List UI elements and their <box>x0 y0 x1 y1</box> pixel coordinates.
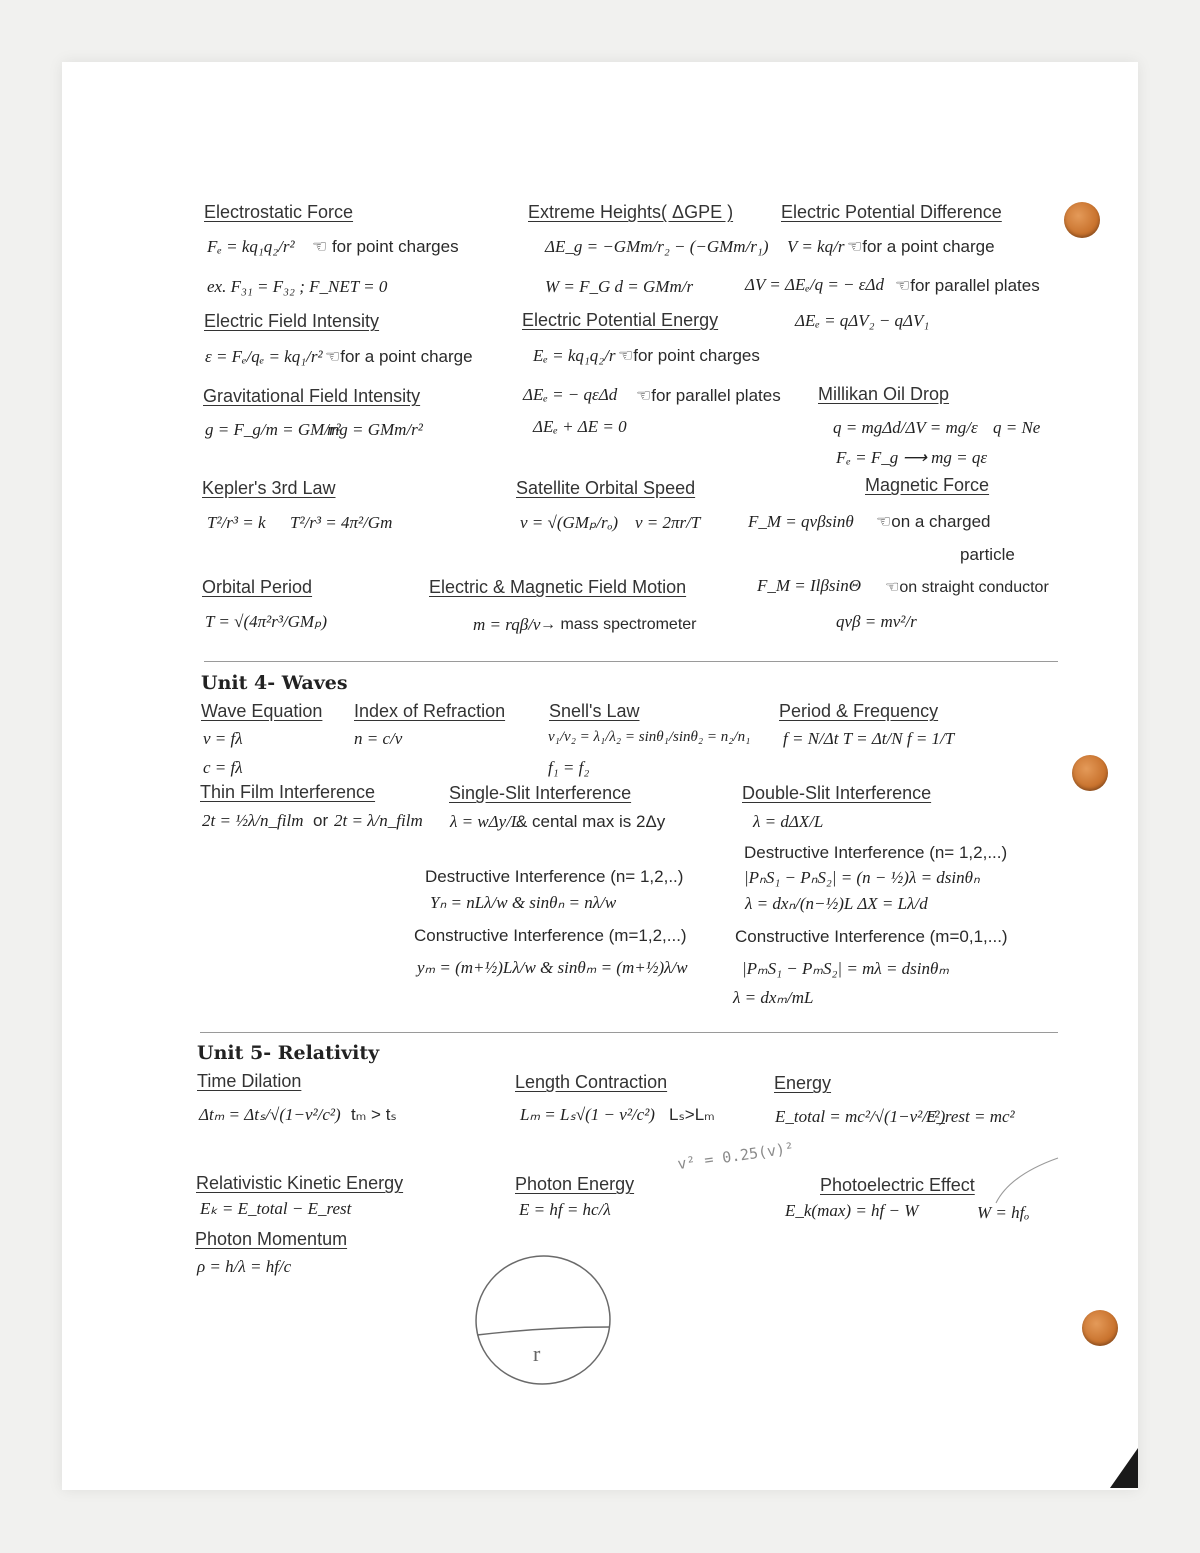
photoelectric-effect-heading: Photoelectric Effect <box>820 1175 975 1195</box>
electric-potential-energy-formula: Eₑ = kq₁q₂/r <box>533 346 616 365</box>
thin-film-or: or <box>313 811 329 830</box>
double-slit-destructive-formula: λ = dxₙ/(n−½)L ΔX = Lλ/d <box>745 894 928 913</box>
extreme-heights-formula: ΔE_g = −GMm/r₂ − (−GMm/r₁) <box>545 237 769 256</box>
potential-energy-plates-note: ☜for parallel plates <box>636 386 781 405</box>
single-slit-central-max-note: & cental max is 2Δy <box>516 812 666 831</box>
length-contraction-formula: Lₘ = Lₛ√(1 − v²/c²) <box>520 1105 655 1124</box>
period-frequency-heading: Period & Frequency <box>779 701 939 721</box>
double-slit-constructive-path-formula: |PₘS₁ − PₘS₂| = mλ = dsinθₘ <box>742 959 949 978</box>
force-balance-formula: Fₑ = F_g ⟶ mg = qε <box>836 448 988 467</box>
light-wave-formula: c = fλ <box>203 758 243 777</box>
charge-quantization-formula: q = Ne <box>993 418 1041 437</box>
photon-momentum-heading: Photon Momentum <box>195 1229 348 1249</box>
double-slit-destructive-label: Destructive Interference (n= 1,2,...) <box>744 843 1008 862</box>
energy-conservation-formula: ΔEₑ + ΔE = 0 <box>533 417 627 436</box>
kepler-constant-formula: T²/r³ = k <box>207 513 266 532</box>
potential-parallel-plates-note: ☜for parallel plates <box>895 276 1040 295</box>
millikan-oil-drop-heading: Millikan Oil Drop <box>818 384 950 404</box>
relativistic-ke-heading: Relativistic Kinetic Energy <box>196 1173 404 1193</box>
magnetic-force-conductor-note: ☜on straight conductor <box>885 579 1049 596</box>
electric-potential-difference-heading: Electric Potential Difference <box>781 202 1002 222</box>
mass-spectrometer-note: → mass spectrometer <box>540 616 697 633</box>
thin-film-formula-2: 2t = λ/n_film <box>334 811 423 830</box>
photon-energy-formula: E = hf = hc/λ <box>519 1200 611 1219</box>
length-contraction-heading: Length Contraction <box>515 1072 668 1092</box>
snells-law-formula: v₁/v₂ = λ₁/λ₂ = sinθ₁/sinθ₂ = n₂/n₁ <box>548 729 751 745</box>
electrostatic-force-formula: Fₑ = kq₁q₂/r² <box>207 237 295 256</box>
index-of-refraction-formula: n = c/v <box>354 729 403 748</box>
thin-film-formula-1: 2t = ½λ/n_film <box>202 811 304 830</box>
thin-film-heading: Thin Film Interference <box>200 782 376 802</box>
time-dilation-formula: Δtₘ = Δtₛ/√(1−v²/c²) <box>199 1105 341 1124</box>
potential-point-charge-formula: V = kq/r <box>787 237 845 256</box>
centripetal-magnetic-formula: qvβ = mv²/r <box>836 612 917 631</box>
weight-gravitation-formula: mg = GMm/r² <box>327 420 423 439</box>
satellite-orbital-speed-heading: Satellite Orbital Speed <box>516 478 696 498</box>
magnetic-force-charge-formula: F_M = qvβsinθ <box>748 512 854 531</box>
unit5-heading: Unit 5- Relativity <box>197 1042 380 1064</box>
handwritten-radius-symbol: r <box>533 1341 541 1366</box>
photoelectric-formula: E_k(max) = hf − W <box>785 1201 919 1220</box>
relativistic-ke-formula: Eₖ = E_total − E_rest <box>200 1199 352 1218</box>
potential-parallel-plates-formula: ΔV = ΔEₑ/q = − εΔd <box>745 275 884 294</box>
electric-field-formula: ε = Fₑ/qₑ = kq₁/r² <box>205 347 323 366</box>
work-gravity-formula: W = F_G d = GMm/r <box>545 277 694 296</box>
wave-equation-formula: v = fλ <box>203 729 243 748</box>
index-of-refraction-heading: Index of Refraction <box>354 701 506 721</box>
single-slit-constructive-label: Constructive Interference (m=1,2,...) <box>414 926 687 945</box>
keplers-third-law-heading: Kepler's 3rd Law <box>202 478 336 498</box>
magnetic-force-conductor-formula: F_M = IlβsinΘ <box>757 576 861 595</box>
punch-hole-bottom <box>1082 1310 1118 1346</box>
photon-momentum-formula: ρ = h/λ = hf/c <box>197 1257 292 1276</box>
orbital-period-heading: Orbital Period <box>202 577 313 597</box>
double-slit-formula: λ = dΔX/L <box>753 812 824 831</box>
magnetic-force-heading: Magnetic Force <box>865 475 990 495</box>
handwritten-note: v² = 0.25(v)² <box>676 1138 796 1174</box>
extreme-heights-heading: Extreme Heights( ΔGPE ) <box>528 202 734 222</box>
snells-law-heading: Snell's Law <box>549 701 640 721</box>
mass-spectrometer-formula: m = rqβ/v <box>473 615 541 634</box>
single-slit-destructive-label: Destructive Interference (n= 1,2,..) <box>425 867 684 886</box>
divider-unit5 <box>200 1032 1058 1033</box>
electrostatic-force-heading: Electrostatic Force <box>204 202 354 222</box>
electric-potential-energy-note: ☜for point charges <box>618 346 760 365</box>
em-field-motion-heading: Electric & Magnetic Field Motion <box>429 577 687 597</box>
period-frequency-formula: f = N/Δt T = Δt/N f = 1/T <box>783 729 955 748</box>
photon-energy-heading: Photon Energy <box>515 1174 635 1194</box>
punch-hole-top <box>1064 202 1100 238</box>
orbital-speed-period-formula: v = 2πr/T <box>635 513 701 532</box>
electric-field-note: ☜for a point charge <box>325 347 473 366</box>
electric-field-intensity-heading: Electric Field Intensity <box>204 311 380 331</box>
energy-heading: Energy <box>774 1073 832 1093</box>
punch-hole-middle <box>1072 755 1108 791</box>
single-slit-heading: Single-Slit Interference <box>449 783 632 803</box>
frequency-equality-formula: f₁ = f₂ <box>548 758 590 777</box>
length-contraction-comparison: Lₛ>Lₘ <box>669 1105 715 1124</box>
double-slit-constructive-label: Constructive Interference (m=0,1,...) <box>735 927 1008 946</box>
divider-unit4 <box>204 661 1058 662</box>
time-dilation-heading: Time Dilation <box>197 1071 302 1091</box>
potential-point-charge-note: ☜for a point charge <box>847 237 995 256</box>
gravitational-field-formula: g = F_g/m = GM/r² <box>205 420 341 439</box>
magnetic-force-charge-note: ☜on a charged <box>876 512 991 531</box>
double-slit-constructive-formula: λ = dxₘ/mL <box>733 988 814 1007</box>
single-slit-formula: λ = wΔy/L <box>450 812 521 831</box>
single-slit-constructive-formula: yₘ = (m+½)Lλ/w & sinθₘ = (m+½)λ/w <box>417 958 688 977</box>
potential-energy-change-formula: ΔEₑ = qΔV₂ − qΔV₁ <box>795 311 930 330</box>
gravitational-field-intensity-heading: Gravitational Field Intensity <box>203 386 421 406</box>
millikan-charge-formula: q = mgΔd/ΔV = mg/ε <box>833 418 978 437</box>
double-slit-path-difference-formula: |PₙS₁ − PₙS₂| = (n − ½)λ = dsinθₙ <box>744 868 980 887</box>
unit4-heading: Unit 4- Waves <box>201 672 348 694</box>
work-function-formula: W = hfₒ <box>977 1203 1030 1222</box>
double-slit-heading: Double-Slit Interference <box>742 783 932 803</box>
total-energy-formula: E_total = mc²/√(1−v²/c²) <box>775 1107 946 1126</box>
kepler-gravitation-formula: T²/r³ = 4π²/Gm <box>290 513 393 532</box>
time-dilation-comparison: tₘ > tₛ <box>351 1105 397 1124</box>
wave-equation-heading: Wave Equation <box>201 701 323 721</box>
electrostatic-force-note: ☜ for point charges <box>312 237 459 256</box>
potential-energy-plates-formula: ΔEₑ = − qεΔd <box>523 385 618 404</box>
orbital-period-formula: T = √(4π²r³/GMₚ) <box>205 612 328 631</box>
rest-energy-formula: E_rest = mc² <box>926 1107 1015 1126</box>
single-slit-destructive-formula: Yₙ = nLλ/w & sinθₙ = nλ/w <box>430 893 617 912</box>
electric-potential-energy-heading: Electric Potential Energy <box>522 310 719 330</box>
electrostatic-force-example: ex. F₃₁ = F₃₂ ; F_NET = 0 <box>207 277 388 296</box>
magnetic-force-charge-note-cont: particle <box>960 545 1015 564</box>
orbital-speed-formula: v = √(GMₚ/rₒ) <box>520 513 619 532</box>
